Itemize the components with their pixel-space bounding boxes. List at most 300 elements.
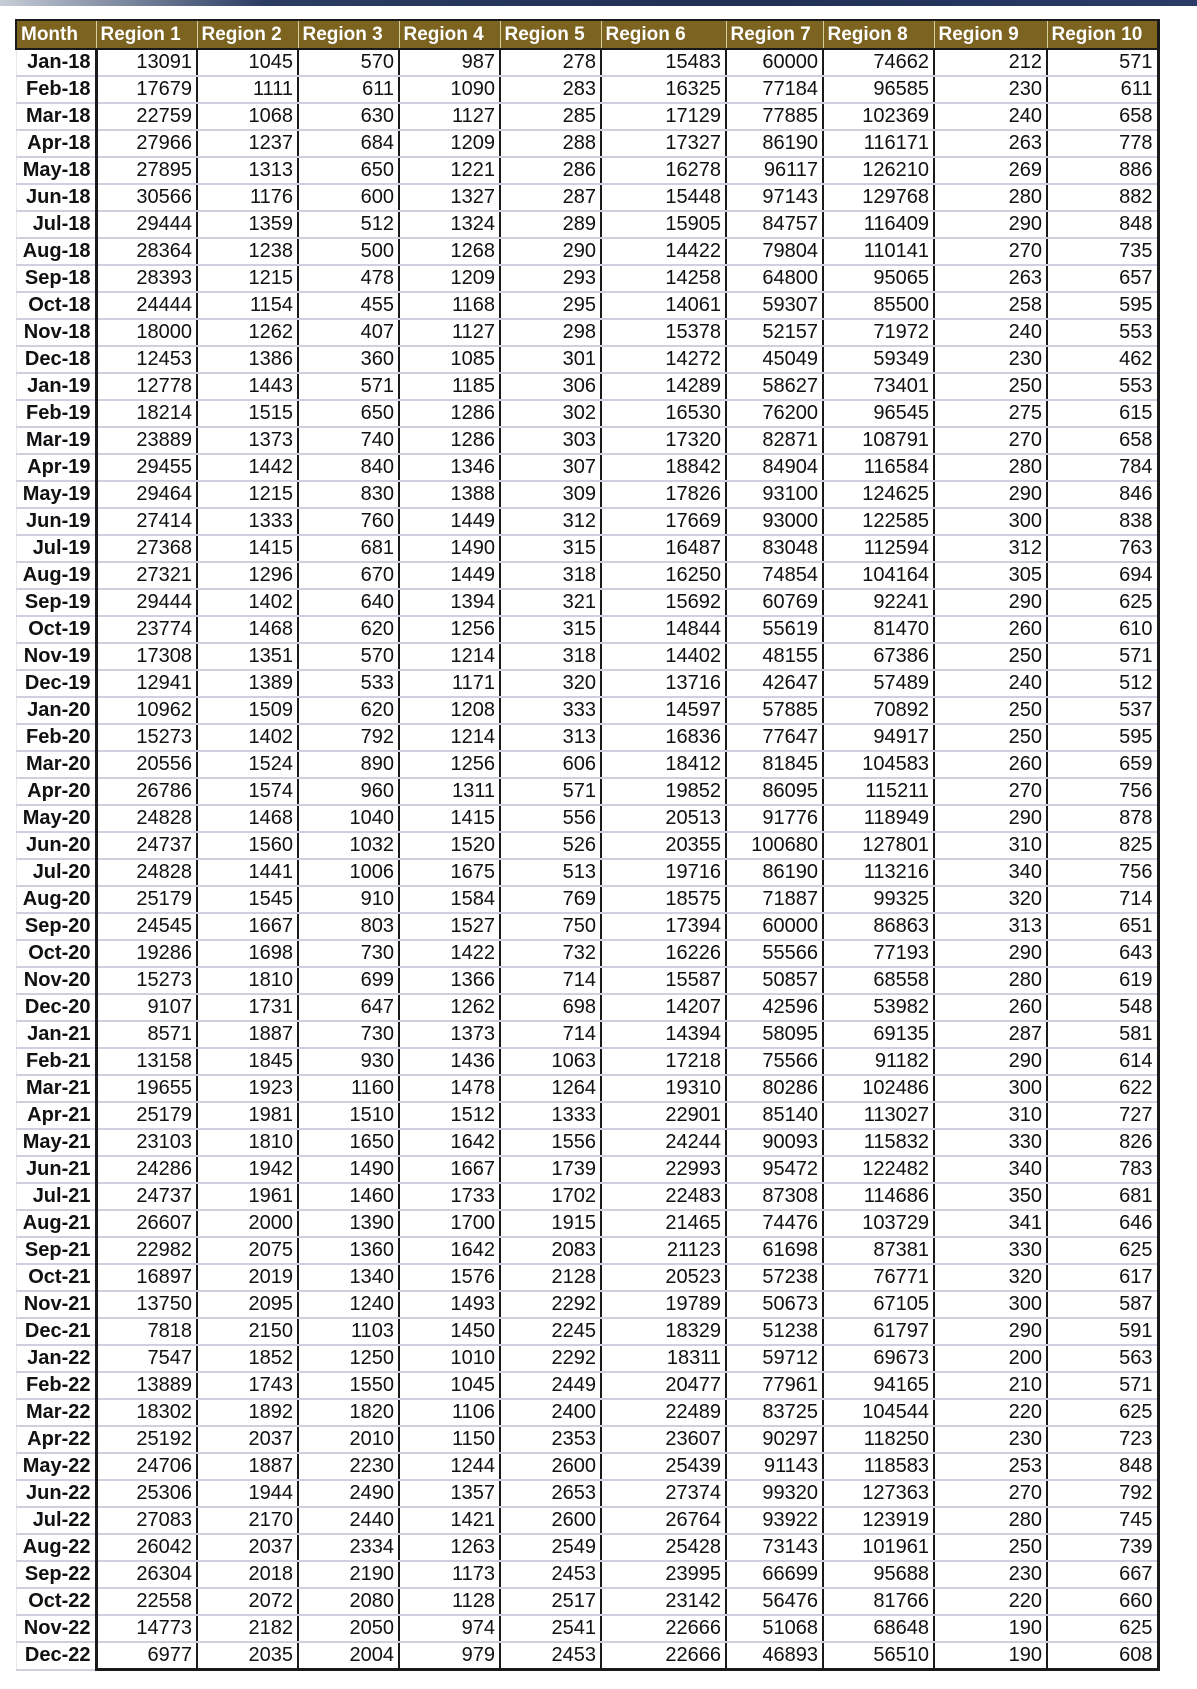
month-cell[interactable]: Jun-20: [16, 832, 96, 859]
value-cell[interactable]: 1340: [298, 1264, 399, 1291]
value-cell[interactable]: 714: [1047, 886, 1158, 913]
value-cell[interactable]: 263: [934, 130, 1047, 157]
value-cell[interactable]: 571: [1047, 1372, 1158, 1399]
value-cell[interactable]: 2230: [298, 1453, 399, 1480]
value-cell[interactable]: 86190: [726, 859, 823, 886]
value-cell[interactable]: 60769: [726, 589, 823, 616]
value-cell[interactable]: 1584: [399, 886, 500, 913]
value-cell[interactable]: 571: [1047, 49, 1158, 76]
value-cell[interactable]: 270: [934, 778, 1047, 805]
value-cell[interactable]: 23103: [96, 1129, 197, 1156]
value-cell[interactable]: 290: [934, 940, 1047, 967]
value-cell[interactable]: 1090: [399, 76, 500, 103]
value-cell[interactable]: 714: [500, 967, 601, 994]
value-cell[interactable]: 18302: [96, 1399, 197, 1426]
value-cell[interactable]: 312: [500, 508, 601, 535]
value-cell[interactable]: 1063: [500, 1048, 601, 1075]
value-cell[interactable]: 99325: [823, 886, 934, 913]
value-cell[interactable]: 694: [1047, 562, 1158, 589]
value-cell[interactable]: 77647: [726, 724, 823, 751]
value-cell[interactable]: 330: [934, 1237, 1047, 1264]
value-cell[interactable]: 595: [1047, 292, 1158, 319]
value-cell[interactable]: 15273: [96, 967, 197, 994]
value-cell[interactable]: 85140: [726, 1102, 823, 1129]
value-cell[interactable]: 24706: [96, 1453, 197, 1480]
value-cell[interactable]: 17826: [601, 481, 726, 508]
value-cell[interactable]: 79804: [726, 238, 823, 265]
value-cell[interactable]: 667: [1047, 1561, 1158, 1588]
value-cell[interactable]: 12453: [96, 346, 197, 373]
value-cell[interactable]: 684: [298, 130, 399, 157]
value-cell[interactable]: 126210: [823, 157, 934, 184]
value-cell[interactable]: 240: [934, 670, 1047, 697]
value-cell[interactable]: 280: [934, 1507, 1047, 1534]
value-cell[interactable]: 280: [934, 184, 1047, 211]
value-cell[interactable]: 1852: [197, 1345, 298, 1372]
value-cell[interactable]: 2018: [197, 1561, 298, 1588]
value-cell[interactable]: 290: [934, 211, 1047, 238]
value-cell[interactable]: 127363: [823, 1480, 934, 1507]
value-cell[interactable]: 14061: [601, 292, 726, 319]
value-cell[interactable]: 2449: [500, 1372, 601, 1399]
value-cell[interactable]: 220: [934, 1399, 1047, 1426]
value-cell[interactable]: 890: [298, 751, 399, 778]
value-cell[interactable]: 1731: [197, 994, 298, 1021]
value-cell[interactable]: 1127: [399, 103, 500, 130]
value-cell[interactable]: 1286: [399, 400, 500, 427]
value-cell[interactable]: 301: [500, 346, 601, 373]
value-cell[interactable]: 848: [1047, 1453, 1158, 1480]
value-cell[interactable]: 2010: [298, 1426, 399, 1453]
value-cell[interactable]: 116171: [823, 130, 934, 157]
value-cell[interactable]: 9107: [96, 994, 197, 1021]
value-cell[interactable]: 2083: [500, 1237, 601, 1264]
value-cell[interactable]: 1942: [197, 1156, 298, 1183]
value-cell[interactable]: 1150: [399, 1426, 500, 1453]
month-cell[interactable]: Oct-21: [16, 1264, 96, 1291]
value-cell[interactable]: 67386: [823, 643, 934, 670]
month-cell[interactable]: Dec-21: [16, 1318, 96, 1345]
value-cell[interactable]: 81470: [823, 616, 934, 643]
value-cell[interactable]: 45049: [726, 346, 823, 373]
value-cell[interactable]: 756: [1047, 859, 1158, 886]
value-cell[interactable]: 24828: [96, 805, 197, 832]
value-cell[interactable]: 260: [934, 616, 1047, 643]
value-cell[interactable]: 19286: [96, 940, 197, 967]
value-cell[interactable]: 360: [298, 346, 399, 373]
value-cell[interactable]: 2453: [500, 1561, 601, 1588]
month-cell[interactable]: Dec-22: [16, 1642, 96, 1670]
month-cell[interactable]: Jun-18: [16, 184, 96, 211]
value-cell[interactable]: 745: [1047, 1507, 1158, 1534]
value-cell[interactable]: 2035: [197, 1642, 298, 1670]
value-cell[interactable]: 15273: [96, 724, 197, 751]
value-cell[interactable]: 93000: [726, 508, 823, 535]
value-cell[interactable]: 1527: [399, 913, 500, 940]
month-cell[interactable]: Aug-20: [16, 886, 96, 913]
value-cell[interactable]: 15905: [601, 211, 726, 238]
value-cell[interactable]: 1215: [197, 481, 298, 508]
value-cell[interactable]: 75566: [726, 1048, 823, 1075]
value-cell[interactable]: 91182: [823, 1048, 934, 1075]
value-cell[interactable]: 658: [1047, 103, 1158, 130]
column-header-region-8[interactable]: Region 8: [823, 20, 934, 49]
value-cell[interactable]: 455: [298, 292, 399, 319]
value-cell[interactable]: 723: [1047, 1426, 1158, 1453]
value-cell[interactable]: 14402: [601, 643, 726, 670]
value-cell[interactable]: 882: [1047, 184, 1158, 211]
value-cell[interactable]: 230: [934, 1426, 1047, 1453]
value-cell[interactable]: 2019: [197, 1264, 298, 1291]
value-cell[interactable]: 13750: [96, 1291, 197, 1318]
value-cell[interactable]: 2549: [500, 1534, 601, 1561]
value-cell[interactable]: 57238: [726, 1264, 823, 1291]
value-cell[interactable]: 1421: [399, 1507, 500, 1534]
value-cell[interactable]: 290: [934, 481, 1047, 508]
column-header-region-1[interactable]: Region 1: [96, 20, 197, 49]
value-cell[interactable]: 1106: [399, 1399, 500, 1426]
value-cell[interactable]: 1845: [197, 1048, 298, 1075]
value-cell[interactable]: 77961: [726, 1372, 823, 1399]
value-cell[interactable]: 2292: [500, 1291, 601, 1318]
value-cell[interactable]: 556: [500, 805, 601, 832]
value-cell[interactable]: 620: [298, 616, 399, 643]
month-cell[interactable]: Apr-18: [16, 130, 96, 157]
value-cell[interactable]: 619: [1047, 967, 1158, 994]
value-cell[interactable]: 18329: [601, 1318, 726, 1345]
value-cell[interactable]: 280: [934, 967, 1047, 994]
value-cell[interactable]: 610: [1047, 616, 1158, 643]
month-cell[interactable]: Aug-19: [16, 562, 96, 589]
value-cell[interactable]: 1333: [500, 1102, 601, 1129]
value-cell[interactable]: 250: [934, 724, 1047, 751]
value-cell[interactable]: 1359: [197, 211, 298, 238]
value-cell[interactable]: 1441: [197, 859, 298, 886]
value-cell[interactable]: 1045: [399, 1372, 500, 1399]
value-cell[interactable]: 1351: [197, 643, 298, 670]
value-cell[interactable]: 25439: [601, 1453, 726, 1480]
month-cell[interactable]: May-18: [16, 157, 96, 184]
value-cell[interactable]: 27321: [96, 562, 197, 589]
value-cell[interactable]: 1238: [197, 238, 298, 265]
value-cell[interactable]: 600: [298, 184, 399, 211]
month-cell[interactable]: Jan-21: [16, 1021, 96, 1048]
value-cell[interactable]: 783: [1047, 1156, 1158, 1183]
value-cell[interactable]: 27083: [96, 1507, 197, 1534]
value-cell[interactable]: 846: [1047, 481, 1158, 508]
value-cell[interactable]: 14773: [96, 1615, 197, 1642]
value-cell[interactable]: 1215: [197, 265, 298, 292]
value-cell[interactable]: 58095: [726, 1021, 823, 1048]
value-cell[interactable]: 83725: [726, 1399, 823, 1426]
value-cell[interactable]: 18412: [601, 751, 726, 778]
value-cell[interactable]: 1545: [197, 886, 298, 913]
value-cell[interactable]: 15448: [601, 184, 726, 211]
value-cell[interactable]: 260: [934, 751, 1047, 778]
value-cell[interactable]: 270: [934, 1480, 1047, 1507]
value-cell[interactable]: 979: [399, 1642, 500, 1670]
value-cell[interactable]: 212: [934, 49, 1047, 76]
value-cell[interactable]: 1390: [298, 1210, 399, 1237]
value-cell[interactable]: 2004: [298, 1642, 399, 1670]
value-cell[interactable]: 760: [298, 508, 399, 535]
value-cell[interactable]: 270: [934, 427, 1047, 454]
value-cell[interactable]: 1820: [298, 1399, 399, 1426]
value-cell[interactable]: 16487: [601, 535, 726, 562]
value-cell[interactable]: 571: [1047, 643, 1158, 670]
value-cell[interactable]: 270: [934, 238, 1047, 265]
value-cell[interactable]: 1209: [399, 265, 500, 292]
value-cell[interactable]: 571: [298, 373, 399, 400]
value-cell[interactable]: 74662: [823, 49, 934, 76]
value-cell[interactable]: 1512: [399, 1102, 500, 1129]
value-cell[interactable]: 57885: [726, 697, 823, 724]
value-cell[interactable]: 1887: [197, 1021, 298, 1048]
value-cell[interactable]: 826: [1047, 1129, 1158, 1156]
value-cell[interactable]: 19852: [601, 778, 726, 805]
value-cell[interactable]: 1176: [197, 184, 298, 211]
value-cell[interactable]: 1468: [197, 805, 298, 832]
value-cell[interactable]: 122585: [823, 508, 934, 535]
value-cell[interactable]: 1357: [399, 1480, 500, 1507]
column-header-region-7[interactable]: Region 7: [726, 20, 823, 49]
column-header-region-9[interactable]: Region 9: [934, 20, 1047, 49]
value-cell[interactable]: 625: [1047, 589, 1158, 616]
value-cell[interactable]: 287: [934, 1021, 1047, 1048]
value-cell[interactable]: 651: [1047, 913, 1158, 940]
value-cell[interactable]: 778: [1047, 130, 1158, 157]
value-cell[interactable]: 71972: [823, 319, 934, 346]
value-cell[interactable]: 306: [500, 373, 601, 400]
value-cell[interactable]: 1256: [399, 616, 500, 643]
value-cell[interactable]: 61698: [726, 1237, 823, 1264]
value-cell[interactable]: 113027: [823, 1102, 934, 1129]
value-cell[interactable]: 23995: [601, 1561, 726, 1588]
month-cell[interactable]: Jul-18: [16, 211, 96, 238]
value-cell[interactable]: 340: [934, 859, 1047, 886]
value-cell[interactable]: 341: [934, 1210, 1047, 1237]
value-cell[interactable]: 290: [934, 1048, 1047, 1075]
month-cell[interactable]: Feb-18: [16, 76, 96, 103]
value-cell[interactable]: 1311: [399, 778, 500, 805]
value-cell[interactable]: 14844: [601, 616, 726, 643]
value-cell[interactable]: 1702: [500, 1183, 601, 1210]
value-cell[interactable]: 90297: [726, 1426, 823, 1453]
value-cell[interactable]: 15483: [601, 49, 726, 76]
value-cell[interactable]: 792: [1047, 1480, 1158, 1507]
value-cell[interactable]: 110141: [823, 238, 934, 265]
value-cell[interactable]: 350: [934, 1183, 1047, 1210]
value-cell[interactable]: 16530: [601, 400, 726, 427]
value-cell[interactable]: 1389: [197, 670, 298, 697]
value-cell[interactable]: 22666: [601, 1615, 726, 1642]
value-cell[interactable]: 727: [1047, 1102, 1158, 1129]
value-cell[interactable]: 26764: [601, 1507, 726, 1534]
value-cell[interactable]: 878: [1047, 805, 1158, 832]
value-cell[interactable]: 315: [500, 616, 601, 643]
value-cell[interactable]: 68558: [823, 967, 934, 994]
value-cell[interactable]: 127801: [823, 832, 934, 859]
month-cell[interactable]: Mar-19: [16, 427, 96, 454]
value-cell[interactable]: 77193: [823, 940, 934, 967]
value-cell[interactable]: 2128: [500, 1264, 601, 1291]
month-cell[interactable]: Jan-20: [16, 697, 96, 724]
value-cell[interactable]: 12941: [96, 670, 197, 697]
value-cell[interactable]: 56476: [726, 1588, 823, 1615]
value-cell[interactable]: 2037: [197, 1426, 298, 1453]
value-cell[interactable]: 320: [500, 670, 601, 697]
value-cell[interactable]: 2600: [500, 1453, 601, 1480]
value-cell[interactable]: 16250: [601, 562, 726, 589]
month-cell[interactable]: Sep-18: [16, 265, 96, 292]
value-cell[interactable]: 1262: [399, 994, 500, 1021]
value-cell[interactable]: 848: [1047, 211, 1158, 238]
value-cell[interactable]: 253: [934, 1453, 1047, 1480]
value-cell[interactable]: 1373: [197, 427, 298, 454]
month-cell[interactable]: Apr-22: [16, 1426, 96, 1453]
value-cell[interactable]: 23889: [96, 427, 197, 454]
value-cell[interactable]: 784: [1047, 454, 1158, 481]
value-cell[interactable]: 620: [298, 697, 399, 724]
value-cell[interactable]: 340: [934, 1156, 1047, 1183]
value-cell[interactable]: 16325: [601, 76, 726, 103]
value-cell[interactable]: 115211: [823, 778, 934, 805]
value-cell[interactable]: 288: [500, 130, 601, 157]
month-cell[interactable]: Oct-22: [16, 1588, 96, 1615]
value-cell[interactable]: 611: [298, 76, 399, 103]
value-cell[interactable]: 533: [298, 670, 399, 697]
value-cell[interactable]: 698: [500, 994, 601, 1021]
value-cell[interactable]: 657: [1047, 265, 1158, 292]
value-cell[interactable]: 660: [1047, 1588, 1158, 1615]
value-cell[interactable]: 1221: [399, 157, 500, 184]
value-cell[interactable]: 81845: [726, 751, 823, 778]
value-cell[interactable]: 50673: [726, 1291, 823, 1318]
value-cell[interactable]: 7818: [96, 1318, 197, 1345]
value-cell[interactable]: 1373: [399, 1021, 500, 1048]
value-cell[interactable]: 2490: [298, 1480, 399, 1507]
value-cell[interactable]: 28364: [96, 238, 197, 265]
value-cell[interactable]: 300: [934, 1291, 1047, 1318]
value-cell[interactable]: 2037: [197, 1534, 298, 1561]
value-cell[interactable]: 108791: [823, 427, 934, 454]
value-cell[interactable]: 739: [1047, 1534, 1158, 1561]
value-cell[interactable]: 315: [500, 535, 601, 562]
month-cell[interactable]: Oct-19: [16, 616, 96, 643]
value-cell[interactable]: 94917: [823, 724, 934, 751]
column-header-month[interactable]: Month: [16, 20, 96, 49]
value-cell[interactable]: 24737: [96, 832, 197, 859]
value-cell[interactable]: 2095: [197, 1291, 298, 1318]
value-cell[interactable]: 300: [934, 508, 1047, 535]
value-cell[interactable]: 18311: [601, 1345, 726, 1372]
value-cell[interactable]: 763: [1047, 535, 1158, 562]
value-cell[interactable]: 60000: [726, 913, 823, 940]
value-cell[interactable]: 2150: [197, 1318, 298, 1345]
value-cell[interactable]: 76771: [823, 1264, 934, 1291]
value-cell[interactable]: 94165: [823, 1372, 934, 1399]
value-cell[interactable]: 1667: [399, 1156, 500, 1183]
value-cell[interactable]: 1923: [197, 1075, 298, 1102]
value-cell[interactable]: 42647: [726, 670, 823, 697]
month-cell[interactable]: Aug-21: [16, 1210, 96, 1237]
month-cell[interactable]: Mar-18: [16, 103, 96, 130]
value-cell[interactable]: 77184: [726, 76, 823, 103]
value-cell[interactable]: 22993: [601, 1156, 726, 1183]
value-cell[interactable]: 29444: [96, 589, 197, 616]
value-cell[interactable]: 91776: [726, 805, 823, 832]
value-cell[interactable]: 258: [934, 292, 1047, 319]
value-cell[interactable]: 333: [500, 697, 601, 724]
value-cell[interactable]: 587: [1047, 1291, 1158, 1318]
value-cell[interactable]: 101961: [823, 1534, 934, 1561]
value-cell[interactable]: 16226: [601, 940, 726, 967]
month-cell[interactable]: Jun-19: [16, 508, 96, 535]
value-cell[interactable]: 24286: [96, 1156, 197, 1183]
value-cell[interactable]: 23142: [601, 1588, 726, 1615]
value-cell[interactable]: 18842: [601, 454, 726, 481]
value-cell[interactable]: 2541: [500, 1615, 601, 1642]
value-cell[interactable]: 1394: [399, 589, 500, 616]
value-cell[interactable]: 1286: [399, 427, 500, 454]
value-cell[interactable]: 1263: [399, 1534, 500, 1561]
value-cell[interactable]: 15692: [601, 589, 726, 616]
value-cell[interactable]: 750: [500, 913, 601, 940]
value-cell[interactable]: 99320: [726, 1480, 823, 1507]
value-cell[interactable]: 64800: [726, 265, 823, 292]
value-cell[interactable]: 1154: [197, 292, 298, 319]
value-cell[interactable]: 1208: [399, 697, 500, 724]
value-cell[interactable]: 13091: [96, 49, 197, 76]
value-cell[interactable]: 1402: [197, 589, 298, 616]
value-cell[interactable]: 278: [500, 49, 601, 76]
value-cell[interactable]: 17669: [601, 508, 726, 535]
value-cell[interactable]: 14394: [601, 1021, 726, 1048]
value-cell[interactable]: 95065: [823, 265, 934, 292]
value-cell[interactable]: 611: [1047, 76, 1158, 103]
value-cell[interactable]: 285: [500, 103, 601, 130]
value-cell[interactable]: 95472: [726, 1156, 823, 1183]
value-cell[interactable]: 1739: [500, 1156, 601, 1183]
month-cell[interactable]: Mar-21: [16, 1075, 96, 1102]
value-cell[interactable]: 190: [934, 1615, 1047, 1642]
value-cell[interactable]: 1415: [197, 535, 298, 562]
month-cell[interactable]: Oct-18: [16, 292, 96, 319]
value-cell[interactable]: 1700: [399, 1210, 500, 1237]
value-cell[interactable]: 1214: [399, 724, 500, 751]
value-cell[interactable]: 640: [298, 589, 399, 616]
value-cell[interactable]: 1449: [399, 562, 500, 589]
value-cell[interactable]: 1810: [197, 1129, 298, 1156]
value-cell[interactable]: 66699: [726, 1561, 823, 1588]
value-cell[interactable]: 70892: [823, 697, 934, 724]
month-cell[interactable]: Feb-19: [16, 400, 96, 427]
value-cell[interactable]: 1324: [399, 211, 500, 238]
month-cell[interactable]: Dec-20: [16, 994, 96, 1021]
value-cell[interactable]: 24545: [96, 913, 197, 940]
value-cell[interactable]: 6977: [96, 1642, 197, 1670]
value-cell[interactable]: 84904: [726, 454, 823, 481]
value-cell[interactable]: 647: [298, 994, 399, 1021]
value-cell[interactable]: 1360: [298, 1237, 399, 1264]
value-cell[interactable]: 1262: [197, 319, 298, 346]
month-cell[interactable]: Mar-20: [16, 751, 96, 778]
value-cell[interactable]: 20355: [601, 832, 726, 859]
value-cell[interactable]: 290: [934, 805, 1047, 832]
value-cell[interactable]: 2245: [500, 1318, 601, 1345]
column-header-region-10[interactable]: Region 10: [1047, 20, 1158, 49]
value-cell[interactable]: 407: [298, 319, 399, 346]
